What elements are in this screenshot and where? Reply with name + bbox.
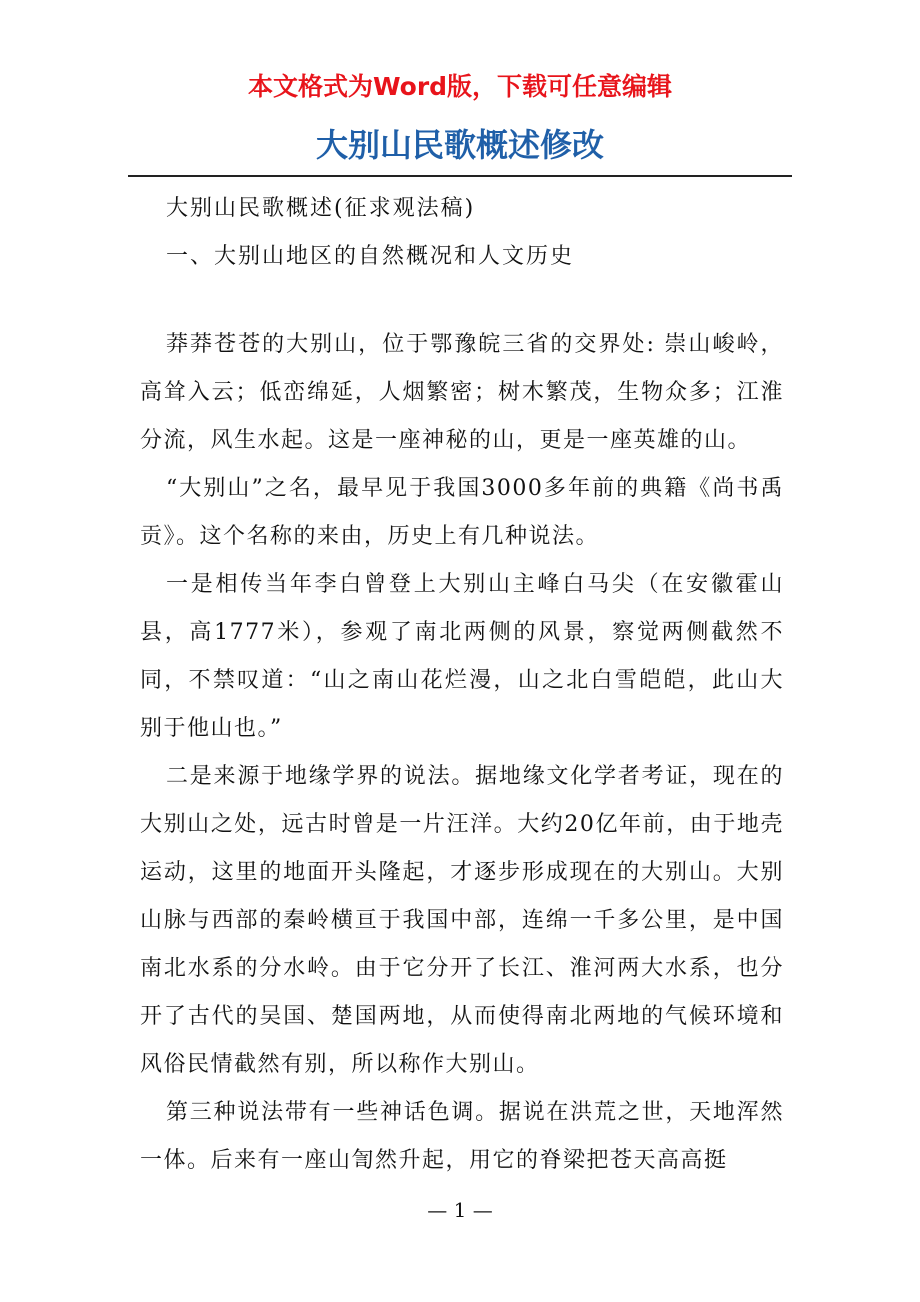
document-body: [140, 185, 784, 1185]
format-banner: 本文格式为Word版，下载可任意编辑: [247, 72, 673, 101]
document-title: 大别山民歌概述修改: [315, 126, 604, 164]
body-paragraph: 第三种说法带有一些神话色调。据说在洪荒之世，天地浑然一体。后来有一座山訇然升起，用它的脊梁把苍天高高挺: [140, 1100, 784, 1173]
body-paragraph: 一是相传当年李白曾登上大别山主峰白马尖（在安徽霍山县，高1777米），参观了南北两侧的风景，察觉两侧截然不同，不禁叹道：“山之南山花烂漫，山之北白雪皑皑，此山大别于他山也。”: [140, 572, 784, 741]
section-heading: 一、大别山地区的自然概况和人文历史: [166, 244, 575, 269]
title-divider: [128, 175, 792, 177]
draft-heading: 大别山民歌概述(征求观法稿): [166, 196, 476, 221]
body-paragraph: 莽莽苍苍的大别山，位于鄂豫皖三省的交界处: 崇山峻岭，高耸入云；低峦绵延，人烟繁密；树木繁茂，生物众多；江淮分流，风生水起。这是一座神秘的山，更是一座英雄的山。: [140, 332, 784, 453]
page-number: — 1 —: [427, 1198, 493, 1222]
blank-line: [140, 281, 784, 321]
body-paragraph: 二是来源于地缘学界的说法。据地缘文化学者考证，现在的大别山之处，远古时曾是一片汪洋。大约20亿年前，由于地壳运动，这里的地面开头隆起，才逐步形成现在的大别山。大别山脉与西部的秦岭横亘于我国中部，连绵一千多公里，是中国南北水系的分水岭。由于它分开了长江、淮河两大水系，也分开了古代的吴国、楚国两地，从而使得南北两地的气候环境和风俗民情截然有别，所以称作大别山。: [140, 764, 784, 1077]
body-paragraph: “大别山”之名，最早见于我国3000多年前的典籍《尚书禹贡》。这个名称的来由，历史上有几种说法。: [140, 476, 784, 549]
